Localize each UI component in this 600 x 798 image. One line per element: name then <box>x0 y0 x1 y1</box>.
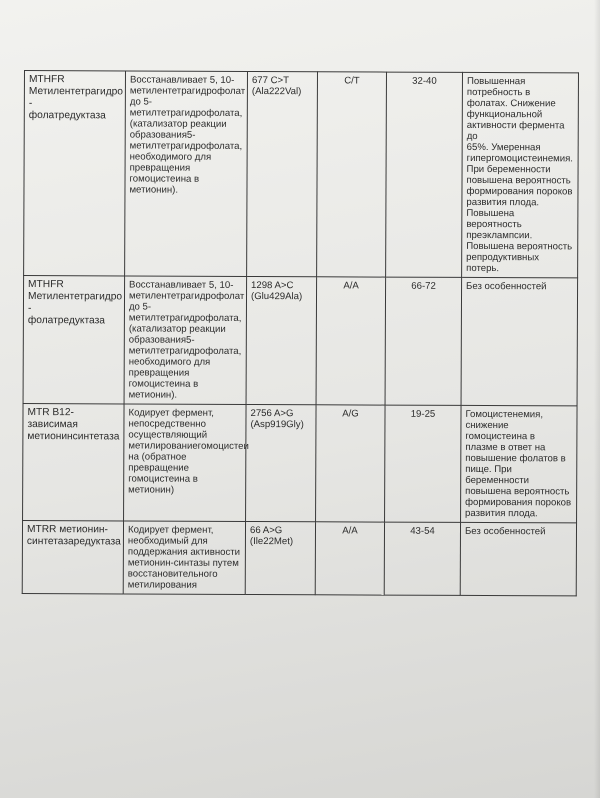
function-cell: Восстанавливает 5, 10- метилентетрагидрофолат до 5- метилтетрагидрофолата, (катализатор реакции образования5- метилтетрагидрофолата, необходимого для превращения гомоцистеина в метионин). <box>125 71 248 277</box>
gene-cell: MTHFR Метилентетрагидро - фолатредуктаза <box>24 71 126 276</box>
interpretation-cell: Без особенностей <box>460 522 576 596</box>
frequency-cell: 19-25 <box>385 405 462 522</box>
frequency-cell: 43-54 <box>384 522 460 595</box>
gene-cell: MTR B12-зависимая метионинсинтетаза <box>23 403 125 520</box>
variant-cell: 66 A>G (Ile22Met) <box>245 521 315 594</box>
sheet-edge-shadow <box>594 0 600 798</box>
function-cell: Кодирует фермент, непосредственно осуществляющий метилированиегомоцистеи на (обратное превращение гомоцистеина в метионин) <box>124 404 247 522</box>
table-row <box>23 403 578 522</box>
table-row <box>23 276 578 406</box>
genotype-cell: A/G <box>316 405 386 522</box>
table-row <box>22 520 576 595</box>
frequency-cell: 32-40 <box>386 72 463 277</box>
function-cell: Кодирует фермент, необходимый для поддержания активности метионин-синтазы путем восстановительного метилирования <box>123 521 245 595</box>
interpretation-cell: Гомоцистенемия, снижение гомоцистеина в плазме в ответ на повышение фолатов в пище. При беременности повышена вероятность формирования пороков развития плода. <box>461 405 578 523</box>
interpretation-cell: Повышенная потребность в фолатах. Снижение функциональной активности фермента до 65%. Умеренная гипергомоцистеинемия. При беременности повышена вероятность формирования пороков развития плода. Повышена вероятность преэклампсии. Повышена вероятность репродуктивных потерь. <box>462 72 579 278</box>
variant-cell: 2756 A>G (Asp919Gly) <box>246 404 317 521</box>
genotype-cell: C/T <box>317 72 387 277</box>
gene-cell: MTRR метионин- синтетазаредуктаза <box>22 520 123 593</box>
interpretation-cell: Без особенностей <box>461 277 578 406</box>
function-cell: Восстанавливает 5, 10- метилентетрагидрофолат до 5- метилтетрагидрофолата, (катализатор реакции образования5- метилтетрагидрофолата, необходимого для превращения гомоцистеина в метионин). <box>124 276 247 405</box>
variant-cell: 1298 A>C (Glu429Ala) <box>246 276 317 404</box>
gene-cell: MTHFR Метилентетрагидро - фолатредуктаза <box>23 276 125 404</box>
variant-cell: 677 C>T (Ala222Val) <box>247 71 318 276</box>
gene-polymorphism-table <box>22 70 579 596</box>
table-row <box>24 71 579 278</box>
frequency-cell: 66-72 <box>385 277 462 405</box>
genotype-cell: A/A <box>315 522 384 595</box>
genotype-cell: A/A <box>316 277 386 405</box>
